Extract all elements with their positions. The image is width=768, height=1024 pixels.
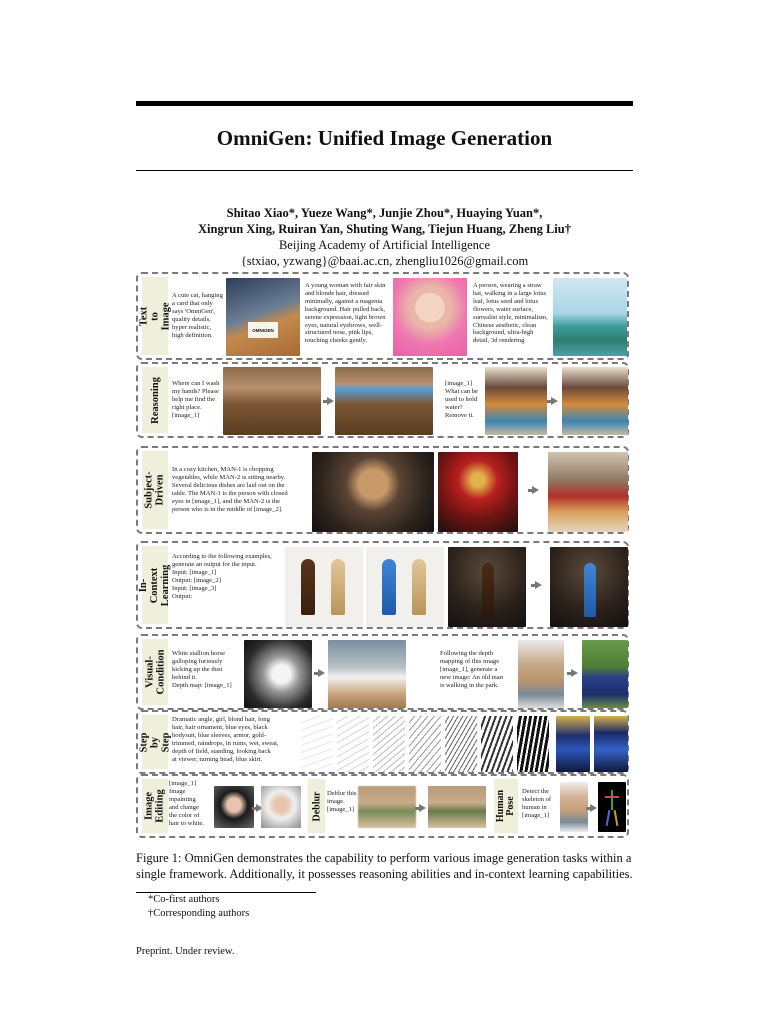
- row-label: Image Editing: [142, 779, 168, 833]
- chess-output-image: [550, 547, 628, 627]
- arrow-icon: [327, 397, 334, 405]
- step-color-1-image: [556, 716, 590, 772]
- affiliation: Beijing Academy of Artificial Intelligence: [278, 238, 491, 252]
- row-label: In-Context Learning: [142, 546, 168, 624]
- step-sketch-7-image: [517, 716, 549, 772]
- deblurred-output-image: [428, 786, 486, 828]
- pose-reference-image: [518, 640, 564, 708]
- panel-text-to-image: [136, 272, 629, 360]
- footnote-cofirst: *Co-first authors: [148, 894, 220, 905]
- authors-line-2: Xingrun Xing, Ruiran Yan, Shuting Wang, Tiejun Huang, Zheng Liu†: [198, 222, 571, 236]
- prompt-text: In a cozy kitchen, MAN-1 is chopping vegetables, while MAN-2 is sitting nearby. Several delicious dishes are laid out on the table. The MAN-1 is the person with closed eyes in [image_1], and the MAN-2 is the person who is in the middle of [image_2].: [172, 466, 288, 513]
- step-sketch-3-image: [373, 716, 405, 772]
- kitchen-image: [223, 367, 321, 435]
- row-label: Reasoning: [142, 367, 168, 433]
- arrow-icon: [571, 669, 578, 677]
- arrow-icon: [535, 581, 542, 589]
- title-rule: [136, 170, 633, 171]
- prompt-text: Following the depth mapping of this image [image_1], generate a new image: An old man is walking in the park.: [440, 650, 503, 689]
- arrow-icon: [419, 804, 426, 812]
- row-label: Visual- Condition: [142, 639, 168, 705]
- footnote-corresponding: †Corresponding authors: [148, 908, 250, 919]
- woman-with-jug-image: [485, 367, 547, 435]
- paper-title: OmniGen: Unified Image Generation: [216, 126, 553, 150]
- prompt-text: [image_1] Image inpainting and change the color of hair to white.: [169, 780, 204, 827]
- cat-image: [226, 278, 300, 356]
- white-horse-image: [328, 640, 406, 708]
- panel-reasoning: [136, 362, 629, 438]
- top-rule: [136, 101, 633, 106]
- skeleton-output-image: [598, 782, 626, 832]
- prompt-text: Dramatic angle, girl, blond hair, long hair, hair ornament, blue eyes, black bodysuit, blue sleeves, armor, gold- trimmed, raindrops, in ruins, wet, sweat, depth of field, standing, looking back at viewer, turning head, blue skirt.: [172, 716, 279, 763]
- arrow-icon: [551, 397, 558, 405]
- panel-subject-driven: [136, 446, 629, 534]
- iron-man-image: [438, 452, 518, 532]
- blurred-input-image: [358, 786, 416, 828]
- arrow-icon: [590, 804, 597, 812]
- woman-edited-image: [562, 367, 628, 435]
- row-label: Deblur: [308, 779, 325, 833]
- panel-editing: [136, 774, 629, 838]
- prompt-text: A person, wearing a straw hat, walking in a large lotus leaf, lotus seed and lotus flowers, water surface, surrealist style, minimalism, Chinese aesthetic, clean background, ultra-high detail, 3d rendering: [473, 282, 548, 345]
- chess-example-output-image: [366, 547, 444, 627]
- step-sketch-1-image: [301, 716, 333, 772]
- panel-step-by-step: [136, 710, 629, 774]
- arrow-icon: [532, 486, 539, 494]
- prompt-text: According to the following examples, generate an output for the input. Input: [image_1] Output: [image_2] Input: [image_3] Output:: [172, 553, 272, 600]
- row-label: Text to Image: [142, 277, 168, 355]
- step-sketch-4-image: [409, 716, 441, 772]
- author-block: [136, 205, 633, 269]
- prompt-text: Where can I wash my hands? Please help me find the right place. [image_1]: [172, 380, 220, 419]
- editing-input-image: [214, 786, 254, 828]
- depth-map-image: [244, 640, 312, 708]
- prompt-text: [image_1] What can be used to hold water? Remove it.: [445, 380, 478, 419]
- panel-visual-condition: [136, 634, 629, 710]
- row-label: Human Pose: [494, 779, 518, 833]
- card-text: OMNIGEN: [248, 322, 278, 338]
- kitchen-scene-image: [548, 452, 628, 532]
- chess-input-image: [448, 547, 526, 627]
- chess-example-input-image: [285, 547, 363, 627]
- row-label: Step by Step: [142, 715, 168, 769]
- emails: {stxiao, yzwang}@baai.ac.cn, zhengliu1026@gmail.com: [240, 254, 529, 268]
- footnote-rule: [136, 892, 316, 893]
- step-sketch-5-image: [445, 716, 477, 772]
- figure-caption: Figure 1: OmniGen demonstrates the capability to perform various image generation tasks within a single framework. Additionally, it possesses reasoning abilities and in-context learning capabilities.: [136, 851, 633, 881]
- row-label: Subject-Driven: [142, 451, 168, 529]
- prompt-text: Detect the skeleton of human in [image_1]: [522, 788, 552, 819]
- lotus-image: [553, 278, 627, 356]
- authors-line-1: Shitao Xiao*, Yueze Wang*, Junjie Zhou*, Huaying Yuan*,: [226, 206, 543, 220]
- prompt-text: A young woman with fair skin and blonde hair, dressed minimally, against a magenta background. Hair pulled back, serene expression, light brown eyes, natural eyebrows, well- structured nose, pink lips, touching cheeks gently.: [305, 282, 386, 345]
- monkey-king-image: [312, 452, 434, 532]
- kitchen-highlight-image: [335, 367, 433, 435]
- pose-input-image: [560, 782, 588, 832]
- step-sketch-6-image: [481, 716, 513, 772]
- step-sketch-2-image: [337, 716, 369, 772]
- preprint-footer: Preprint. Under review.: [136, 946, 235, 957]
- prompt-text: Deblur this image. [image_1]: [327, 790, 357, 813]
- arrow-icon: [318, 669, 325, 677]
- step-color-2-image: [594, 716, 628, 772]
- panel-in-context-learning: [136, 541, 629, 629]
- prompt-text: White stallion horse galloping furiously kicking up the dust behind it. Depth map: [image_1]: [172, 650, 232, 689]
- prompt-text: A cute cat, hanging a card that only says 'OmniGen', quality details, hyper realistic, high definition.: [172, 292, 223, 339]
- old-man-image: [582, 640, 628, 708]
- woman-portrait-image: [393, 278, 467, 356]
- editing-output-image: [261, 786, 301, 828]
